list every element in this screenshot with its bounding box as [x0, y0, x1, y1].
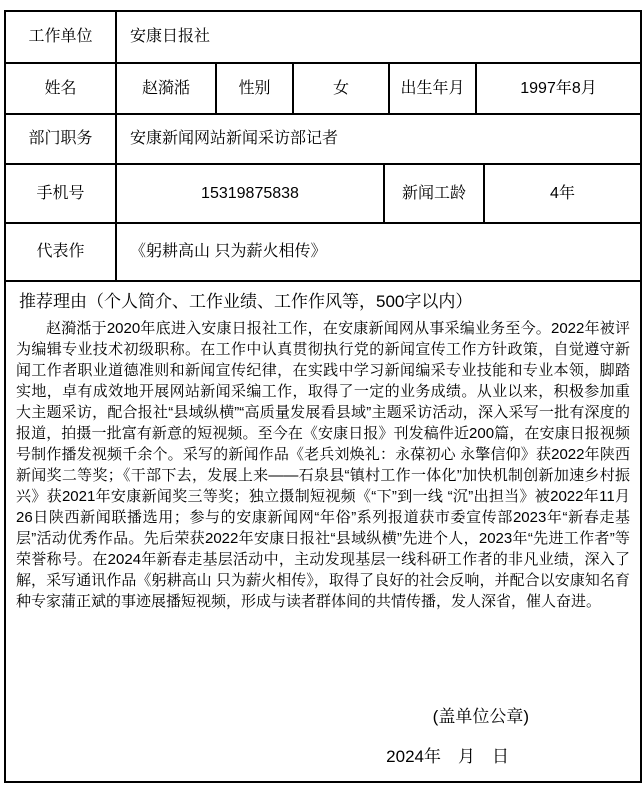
recommendation-cell [6, 282, 640, 781]
phone-label: 手机号 [6, 165, 117, 222]
gender-label: 性别 [217, 64, 294, 113]
department-label: 部门职务 [6, 115, 117, 163]
name-value: 赵漪湉 [117, 64, 217, 113]
work-unit-value: 安康日报社 [130, 28, 211, 46]
seniority-label: 新闻工龄 [385, 165, 485, 222]
gender-value: 女 [294, 64, 390, 113]
recommendation-body-text: 赵漪湉于2020年底进入安康日报社工作，在安康新闻网从事采编业务至今。2022年被评为编辑专业技术初级职称。在工作中认真贯彻执行党的新闻宣传工作方针政策，自觉遵守新闻工作者职业道德准则和新闻宣传纪律，在实践中学习新闻编采专业技能和专业本领，脚踏实地，卓有成效地开展网站新闻采编工作，取得了一定的业务成绩。从业以来，积极参加重大主题采访，配合报社“县域纵横”“高质量发展看县域”主题采访活动，深入采写一批有深度的报道，拍摄一批富有新意的短视频。至今在《安康日报》刊发稿件近200篇，在安康日报视频号制作播发视频千余个。采写的新闻作品《老兵刘焕礼：永葆初心 永擎信仰》获2022年陕西新闻奖二等奖；《干部下去，发展上来——石泉县“镇村工作一体化”加快机制创新加速乡村振兴》获2021年安康新闻奖三等奖；独立摄制短视频《“下”到一线 “沉”出担当》被2022年11月26日陕西新闻联播选用；参与的安康新闻网“年俗”系列报道获市委宣传部2023年“新春走基层”活动优秀作品。先后荣获2022年安康日报社“县域纵横”先进个人，2023年“先进工作者”等荣誉称号。在2024年新春走基层活动中，主动发现基层一线科研工作者的非凡业绩，深入了解，采写通讯作品《躬耕高山 只为薪火相传》，取得了良好的社会反响，并配合以安康知名育种专家蒲正斌的事迹展播短视频，形成与读者群体间的共情传播，发人深省，催人奋进。 [16, 320, 630, 610]
phone-value: 15319875838 [117, 165, 385, 222]
name-label: 姓名 [6, 64, 117, 113]
recommendation-heading: 推荐理由（个人简介、工作业绩、工作作风等，500字以内） [19, 292, 473, 311]
row-name-gender-birth [6, 64, 640, 115]
recommendation-form-table [4, 10, 642, 783]
birth-date-value: 1997年8月 [520, 79, 597, 97]
representative-work-label: 代表作 [6, 224, 117, 280]
row-representative-work [6, 224, 640, 282]
seniority-value: 4年 [550, 184, 575, 202]
row-phone-seniority [6, 165, 640, 224]
work-unit-label: 工作单位 [6, 12, 117, 62]
seal-note: (盖单位公章) [432, 706, 529, 726]
row-recommendation [6, 282, 640, 781]
representative-work-value: 《躬耕高山 只为薪火相传》 [130, 243, 327, 261]
department-value: 安康新闻网站新闻采访部记者 [130, 130, 339, 148]
date-line: 2024年 月 日 [386, 746, 509, 766]
row-work-unit [6, 12, 640, 64]
birth-date-label: 出生年月 [390, 64, 477, 113]
row-department [6, 115, 640, 165]
